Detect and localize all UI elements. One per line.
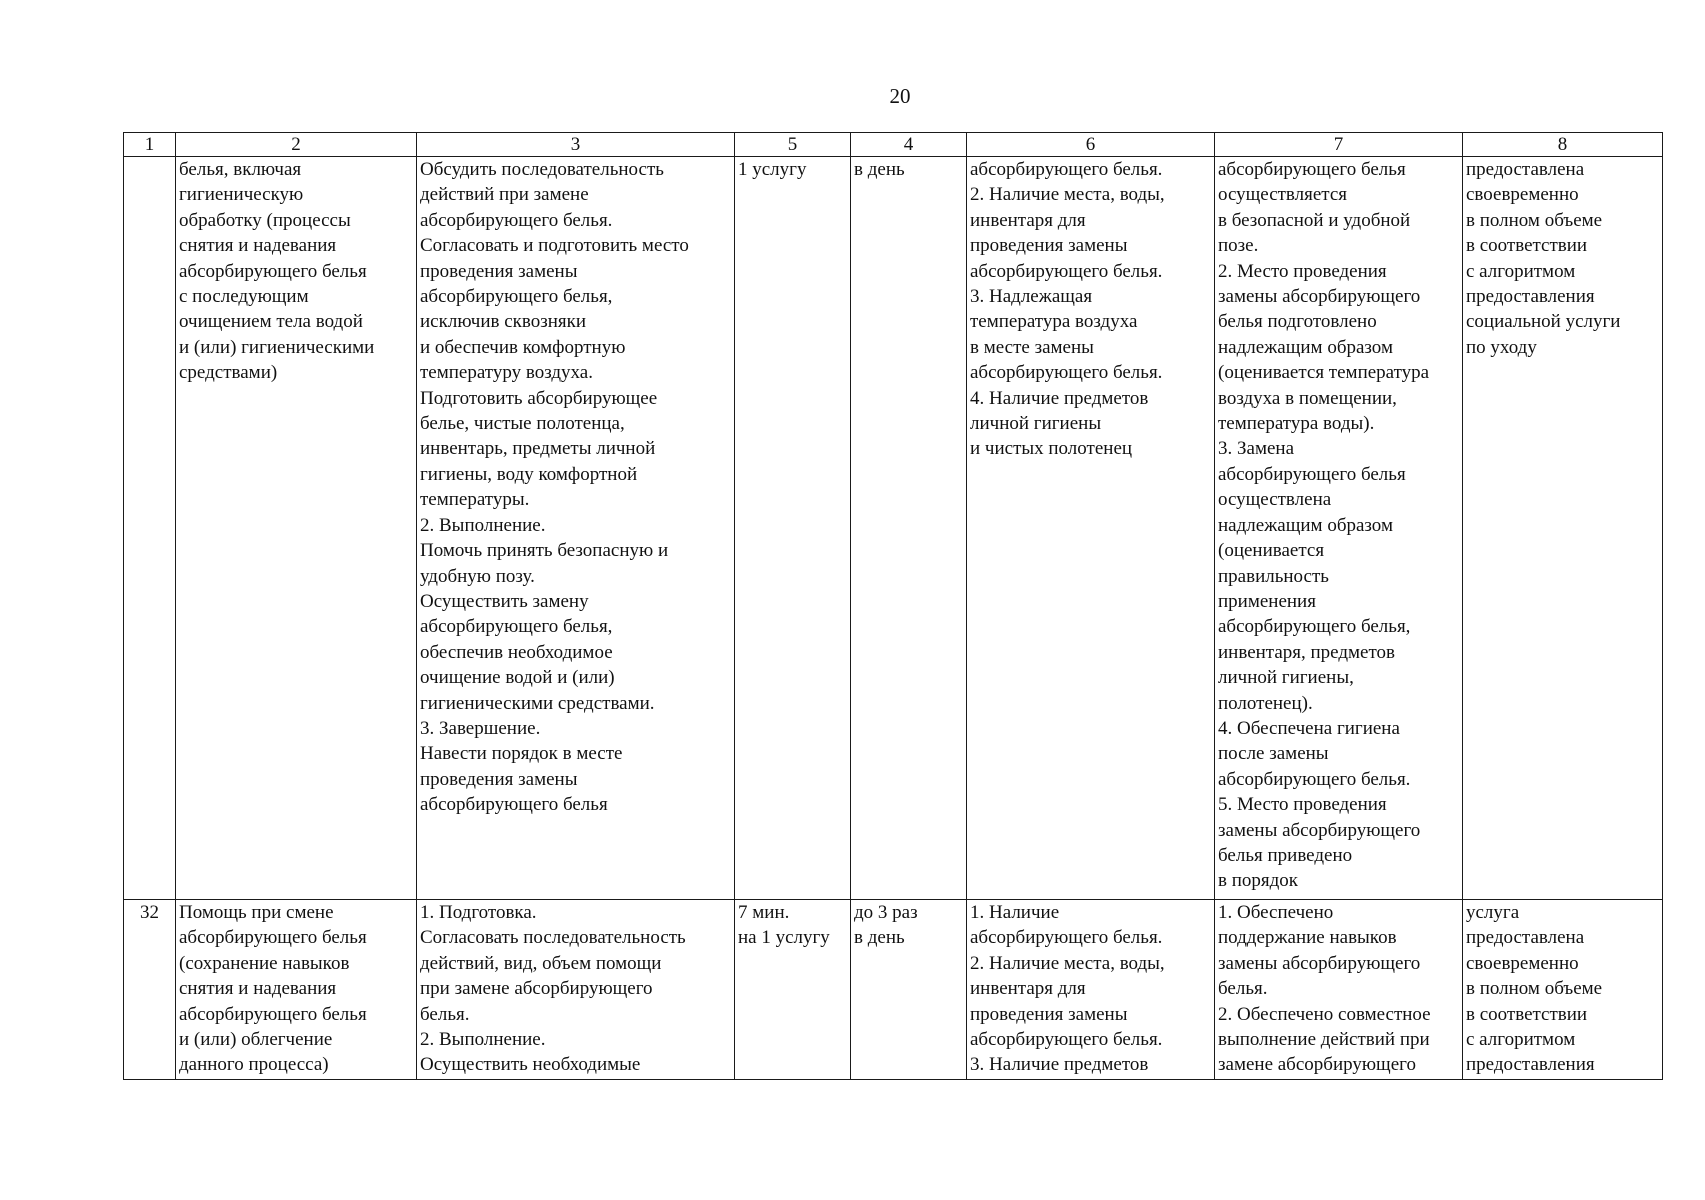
cell-line: полотенец). bbox=[1218, 692, 1313, 714]
cell-line: 2. Наличие места, воды, bbox=[970, 952, 1165, 974]
services-table bbox=[123, 132, 1663, 1080]
cell-line: воздуха в помещении, bbox=[1218, 387, 1397, 409]
time-norm-cell bbox=[735, 900, 851, 1080]
cell-line: в день bbox=[854, 927, 905, 949]
cell-line: выполнение действий при bbox=[1218, 1029, 1430, 1051]
header-cell: 8 bbox=[1463, 133, 1663, 157]
cell-line: с последующим bbox=[179, 286, 309, 308]
cell-line: надлежащим образом bbox=[1218, 514, 1393, 536]
cell-line: в порядок bbox=[1218, 870, 1299, 892]
cell-line: Осуществить замену bbox=[420, 590, 589, 612]
cell-line: белья подготовлено bbox=[1218, 311, 1377, 333]
cell-line: 3. Завершение. bbox=[420, 717, 541, 739]
cell-line: и чистых полотенец bbox=[970, 438, 1133, 460]
cell-line: замены абсорбирующего bbox=[1218, 819, 1421, 841]
cell-line: предоставлена bbox=[1466, 159, 1585, 180]
cell-line: белья, включая bbox=[179, 159, 302, 180]
cell-line: инвентаря для bbox=[970, 978, 1086, 1000]
cell-line: в соответствии bbox=[1466, 235, 1588, 257]
cell-line: после замены bbox=[1218, 743, 1329, 765]
cell-line: абсорбирующего белья. bbox=[970, 362, 1163, 384]
cell-line: белья. bbox=[1218, 978, 1268, 1000]
cell-line: 2. Выполнение. bbox=[420, 1029, 546, 1051]
cell-line: в безопасной и удобной bbox=[1218, 209, 1411, 231]
cell-line: обеспечив необходимое bbox=[420, 641, 613, 663]
header-cell: 6 bbox=[967, 133, 1215, 157]
cell-line: абсорбирующего белья bbox=[1218, 463, 1406, 485]
header-cell: 3 bbox=[417, 133, 735, 157]
cell-line: данного процесса) bbox=[179, 1054, 329, 1076]
cell-line: абсорбирующего белья. bbox=[420, 209, 613, 231]
quality-indicators-cell bbox=[1215, 157, 1463, 900]
quality-indicators-cell bbox=[1215, 900, 1463, 1080]
evaluation-cell bbox=[1463, 157, 1663, 900]
cell-line: 1. Наличие bbox=[970, 902, 1060, 923]
cell-line: гигиеническими средствами. bbox=[420, 692, 655, 714]
cell-line: проведения замены bbox=[970, 1003, 1128, 1025]
cell-line: температура воздуха bbox=[970, 311, 1138, 333]
cell-line: Помочь принять безопасную и bbox=[420, 540, 669, 562]
cell-line: очищение водой и (или) bbox=[420, 667, 615, 689]
cell-line: абсорбирующего белья bbox=[420, 794, 608, 816]
cell-line: 5. Место проведения bbox=[1218, 794, 1387, 816]
cell-line: Обсудить последовательность bbox=[420, 159, 664, 180]
cell-line: абсорбирующего белья bbox=[179, 927, 367, 949]
cell-line: Подготовить абсорбирующее bbox=[420, 387, 658, 409]
cell-line: в день bbox=[854, 159, 905, 180]
cell-line: средствами) bbox=[179, 362, 278, 384]
header-cell: 7 bbox=[1215, 133, 1463, 157]
cell-line: инвентаря для bbox=[970, 209, 1086, 231]
cell-line: температура воды). bbox=[1218, 413, 1375, 435]
cell-line: применения bbox=[1218, 590, 1316, 612]
cell-line: абсорбирующего белья, bbox=[420, 286, 613, 308]
cell-line: снятия и надевания bbox=[179, 235, 337, 257]
cell-line: абсорбирующего белья. bbox=[970, 159, 1163, 180]
cell-line: белья приведено bbox=[1218, 844, 1353, 866]
cell-line: Помощь при смене bbox=[179, 902, 334, 923]
cell-line: 4. Наличие предметов bbox=[970, 387, 1149, 409]
cell-line: белья. bbox=[420, 1003, 470, 1025]
cell-line: Осуществить необходимые bbox=[420, 1054, 641, 1076]
frequency-cell bbox=[851, 157, 967, 900]
cell-line: социальной услуги bbox=[1466, 311, 1621, 333]
cell-line: предоставления bbox=[1466, 1054, 1595, 1076]
cell-line: проведения замены bbox=[970, 235, 1128, 257]
page-number: 20 bbox=[889, 84, 911, 108]
cell-line: 4. Обеспечена гигиена bbox=[1218, 717, 1400, 739]
cell-line: температуру воздуха. bbox=[420, 362, 593, 384]
cell-line: в месте замены bbox=[970, 336, 1094, 358]
cell-line: исключив сквозняки bbox=[420, 311, 587, 333]
header-cell: 4 bbox=[851, 133, 967, 157]
cell-line: личной гигиены bbox=[970, 413, 1102, 435]
cell-line: абсорбирующего белья. bbox=[970, 1029, 1163, 1051]
cell-line: температуры. bbox=[420, 489, 530, 511]
cell-line: своевременно bbox=[1466, 184, 1579, 206]
cell-line: проведения замены bbox=[420, 260, 578, 282]
cell-line: позе. bbox=[1218, 235, 1259, 257]
cell-line: снятия и надевания bbox=[179, 978, 337, 1000]
cell-line: удобную позу. bbox=[420, 565, 535, 587]
cell-line: (сохранение навыков bbox=[179, 952, 350, 974]
cell-line: абсорбирующего белья. bbox=[1218, 768, 1411, 790]
cell-line: 2. Место проведения bbox=[1218, 260, 1387, 282]
cell-line: услуга bbox=[1466, 902, 1520, 923]
cell-line: Согласовать и подготовить место bbox=[420, 235, 689, 257]
cell-line: 3. Надлежащая bbox=[970, 286, 1093, 308]
cell-line: абсорбирующего белья, bbox=[420, 616, 613, 638]
cell-line: и (или) гигиеническими bbox=[179, 336, 375, 358]
cell-line: 3. Замена bbox=[1218, 438, 1295, 460]
header-cell: 5 bbox=[735, 133, 851, 157]
cell-line: осуществляется bbox=[1218, 184, 1348, 206]
header-cell: 2 bbox=[176, 133, 417, 157]
cell-line: 2. Обеспечено совместное bbox=[1218, 1003, 1431, 1025]
row-number: 32 bbox=[124, 900, 176, 1080]
cell-line: инвентарь, предметы личной bbox=[420, 438, 656, 460]
cell-line: инвентаря, предметов bbox=[1218, 641, 1396, 663]
cell-line: (оценивается bbox=[1218, 540, 1325, 562]
cell-line: Согласовать последовательность bbox=[420, 927, 686, 949]
cell-line: гигиены, воду комфортной bbox=[420, 463, 638, 485]
cell-line: 3. Наличие предметов bbox=[970, 1054, 1149, 1076]
conditions-cell bbox=[967, 157, 1215, 900]
cell-line: действий, вид, объем помощи bbox=[420, 952, 662, 974]
cell-line: правильность bbox=[1218, 565, 1329, 587]
service-name-cell bbox=[176, 900, 417, 1080]
cell-line: гигиеническую bbox=[179, 184, 304, 206]
evaluation-cell bbox=[1463, 900, 1663, 1080]
service-content-cell bbox=[417, 157, 735, 900]
cell-line: предоставления bbox=[1466, 286, 1595, 308]
cell-line: абсорбирующего белья. bbox=[970, 927, 1163, 949]
cell-line: 7 мин. bbox=[738, 902, 790, 923]
service-content-cell bbox=[417, 900, 735, 1080]
table-row bbox=[124, 900, 1663, 1080]
cell-line: личной гигиены, bbox=[1218, 667, 1354, 689]
time-norm-cell bbox=[735, 157, 851, 900]
cell-line: в полном объеме bbox=[1466, 209, 1603, 231]
cell-line: белье, чистые полотенца, bbox=[420, 413, 625, 435]
service-name-cell bbox=[176, 157, 417, 900]
cell-line: обработку (процессы bbox=[179, 209, 351, 231]
table-header-row bbox=[124, 133, 1663, 157]
cell-line: с алгоритмом bbox=[1466, 1029, 1576, 1051]
cell-line: в соответствии bbox=[1466, 1003, 1588, 1025]
table-row bbox=[124, 157, 1663, 900]
cell-line: 1. Обеспечено bbox=[1218, 902, 1334, 923]
cell-line: поддержание навыков bbox=[1218, 927, 1397, 949]
cell-line: 2. Выполнение. bbox=[420, 514, 546, 536]
cell-line: Навести порядок в месте bbox=[420, 743, 623, 765]
cell-line: своевременно bbox=[1466, 952, 1579, 974]
frequency-cell bbox=[851, 900, 967, 1080]
cell-line: 1 услугу bbox=[738, 159, 807, 180]
cell-line: проведения замены bbox=[420, 768, 578, 790]
cell-line: замены абсорбирующего bbox=[1218, 286, 1421, 308]
cell-line: 1. Подготовка. bbox=[420, 902, 537, 923]
cell-line: при замене абсорбирующего bbox=[420, 978, 653, 1000]
cell-line: 2. Наличие места, воды, bbox=[970, 184, 1165, 206]
conditions-cell bbox=[967, 900, 1215, 1080]
cell-line: на 1 услугу bbox=[738, 927, 830, 949]
cell-line: (оценивается температура bbox=[1218, 362, 1430, 384]
cell-line: предоставлена bbox=[1466, 927, 1585, 949]
cell-line: и обеспечив комфортную bbox=[420, 336, 626, 358]
cell-line: очищением тела водой bbox=[179, 311, 363, 333]
cell-line: надлежащим образом bbox=[1218, 336, 1393, 358]
cell-line: замене абсорбирующего bbox=[1218, 1054, 1416, 1076]
cell-line: замены абсорбирующего bbox=[1218, 952, 1421, 974]
cell-line: абсорбирующего белья. bbox=[970, 260, 1163, 282]
cell-line: с алгоритмом bbox=[1466, 260, 1576, 282]
cell-line: в полном объеме bbox=[1466, 978, 1603, 1000]
cell-line: абсорбирующего белья bbox=[1218, 159, 1406, 180]
cell-line: осуществлена bbox=[1218, 489, 1332, 511]
cell-line: абсорбирующего белья bbox=[179, 1003, 367, 1025]
header-cell: 1 bbox=[124, 133, 176, 157]
cell-line: абсорбирующего белья, bbox=[1218, 616, 1411, 638]
cell-line: действий при замене bbox=[420, 184, 589, 206]
cell-line: до 3 раз bbox=[854, 902, 918, 923]
cell-line: и (или) облегчение bbox=[179, 1029, 333, 1051]
cell-line: абсорбирующего белья bbox=[179, 260, 367, 282]
row-number bbox=[124, 157, 176, 900]
cell-line: по уходу bbox=[1466, 336, 1537, 358]
